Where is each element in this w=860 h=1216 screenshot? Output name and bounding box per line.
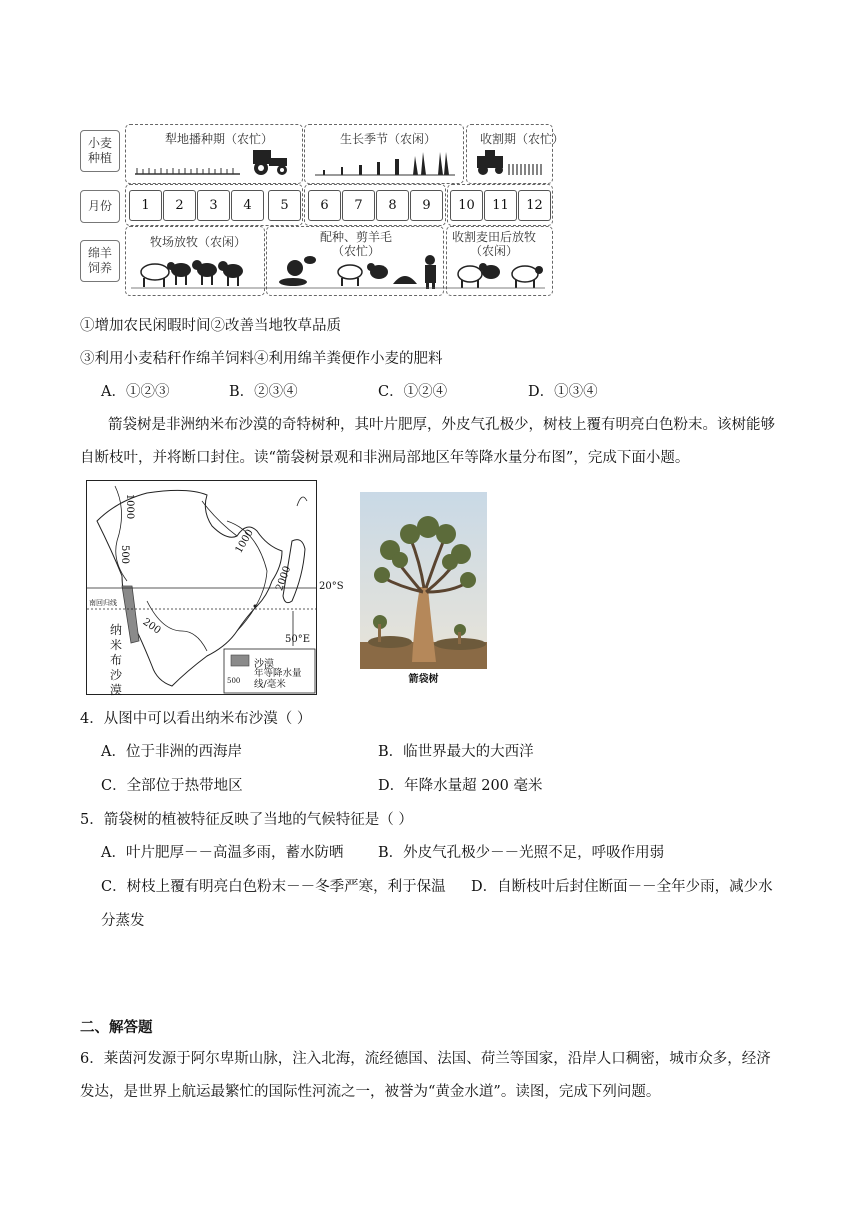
month-cell: 3 <box>197 190 230 221</box>
month-cell: 8 <box>376 190 409 221</box>
intro-paragraph: 箭袋树是非洲纳米布沙漠的奇特树种，其叶片肥厚，外皮气孔极少，树枝上覆有明亮白色粉末。该树能够自断枝叶，并将断口封住。读“箭袋树景观和非洲局部地区年等降水量分布图”，完成下面小题。 <box>80 417 775 466</box>
prev-option-d: D．①③④ <box>528 384 598 400</box>
tropic-label: 南回归线 <box>89 599 117 607</box>
month-cell: 2 <box>163 190 196 221</box>
month-cell: 11 <box>484 190 517 221</box>
row-label-month: 月份 <box>80 190 120 223</box>
prev-option-b: B．②③④ <box>229 384 298 400</box>
isohyet-label-500: 500 <box>119 544 131 565</box>
sheep-icon <box>141 260 243 287</box>
wheat-stage-label-3: 收割期（农忙） <box>480 132 565 146</box>
legend-isohyet-label: 年等降水量线/毫米 <box>254 668 302 690</box>
month-cell: 9 <box>410 190 443 221</box>
row-label-sheep: 绵羊 饲养 <box>80 240 120 282</box>
month-cell: 5 <box>268 190 301 221</box>
desert-name-label: 纳米布沙漠 <box>110 623 123 697</box>
row-label-wheat: 小麦 种植 <box>80 130 120 172</box>
month-cell: 7 <box>342 190 375 221</box>
isohyet-label-1000b: 1000 <box>233 527 256 556</box>
month-cell: 4 <box>231 190 264 221</box>
wheat-stage-label-1: 犁地播种期（农忙） <box>165 132 274 146</box>
isohyet-label-200: 200 <box>140 616 163 637</box>
wheat-stage-label-2: 生长季节（农闲） <box>340 132 437 146</box>
q5-option-c: C．树枝上覆有明亮白色粉末－－冬季严寒，利于保温 <box>101 879 446 895</box>
sheep-illustrations <box>125 250 551 292</box>
month-cell: 12 <box>518 190 551 221</box>
isohyet-label-2000: 2000 <box>274 564 294 593</box>
longitude-label: 50°E <box>285 634 311 645</box>
q5-option-b: B．外皮气孔极少－－光照不足，呼吸作用弱 <box>378 845 665 861</box>
legend-desert-label: 沙漠 <box>254 659 274 670</box>
tractor-icon <box>253 150 287 175</box>
legend-isohyet-sample: 500 <box>227 677 241 685</box>
prev-question-line-1: ①增加农民闲暇时间②改善当地牧草品质 <box>80 318 341 334</box>
month-cell: 10 <box>450 190 483 221</box>
shearing-icon <box>279 255 436 289</box>
sheep-stage-label-3: 收割麦田后放牧 （农闲） <box>452 230 537 258</box>
quiver-tree-image <box>360 492 487 669</box>
prev-option-a: A．①②③ <box>101 384 170 400</box>
month-cell: 6 <box>308 190 341 221</box>
photo-caption: 箭袋树 <box>408 674 439 685</box>
q4-option-c: C．全部位于热带地区 <box>101 778 243 794</box>
harvester-icon <box>477 150 503 175</box>
sheep-stage-label-1: 牧场放牧（农闲） <box>150 235 247 249</box>
q6-paragraph: 6．莱茵河发源于阿尔卑斯山脉，注入北海，流经德国、法国、荷兰等国家，沿岸人口稠密，城市众多，经济发达，是世界上航运最繁忙的国际性河流之一，被誉为“黄金水道”。读图，完成下列问题。 <box>80 1051 771 1100</box>
q5-option-d: D．自断枝叶后封住断面－－全年少雨，减少水 <box>471 879 773 895</box>
isohyet-label-1000a: 1000 <box>124 493 136 520</box>
grazing-sheep-icon <box>458 263 543 288</box>
q5-stem: 5．箭袋树的植被特征反映了当地的气候特征是（ ） <box>80 812 413 828</box>
month-cell: 1 <box>129 190 162 221</box>
wheat-illustrations <box>125 140 551 180</box>
sheep-stage-label-2: 配种、剪羊毛 （农忙） <box>320 230 393 258</box>
prev-option-c: C．①②④ <box>378 384 448 400</box>
prev-question-line-2: ③利用小麦秸秆作绵羊饲料④利用绵羊粪便作小麦的肥料 <box>80 351 443 367</box>
q4-stem: 4．从图中可以看出纳米布沙漠（ ） <box>80 711 312 727</box>
quiver-tree-photo <box>360 492 487 669</box>
latitude-label: 20°S <box>319 581 344 592</box>
q4-option-b: B．临世界最大的大西洋 <box>378 744 534 760</box>
q4-option-d: D．年降水量超 200 毫米 <box>378 778 543 794</box>
q4-option-a: A．位于非洲的西海岸 <box>101 744 242 760</box>
africa-precipitation-map <box>86 480 344 697</box>
q5-option-a: A．叶片肥厚－－高温多雨，蓄水防晒 <box>101 845 344 861</box>
q5-option-d-cont: 分蒸发 <box>101 913 145 929</box>
section-title: 二、解答题 <box>80 1019 153 1036</box>
